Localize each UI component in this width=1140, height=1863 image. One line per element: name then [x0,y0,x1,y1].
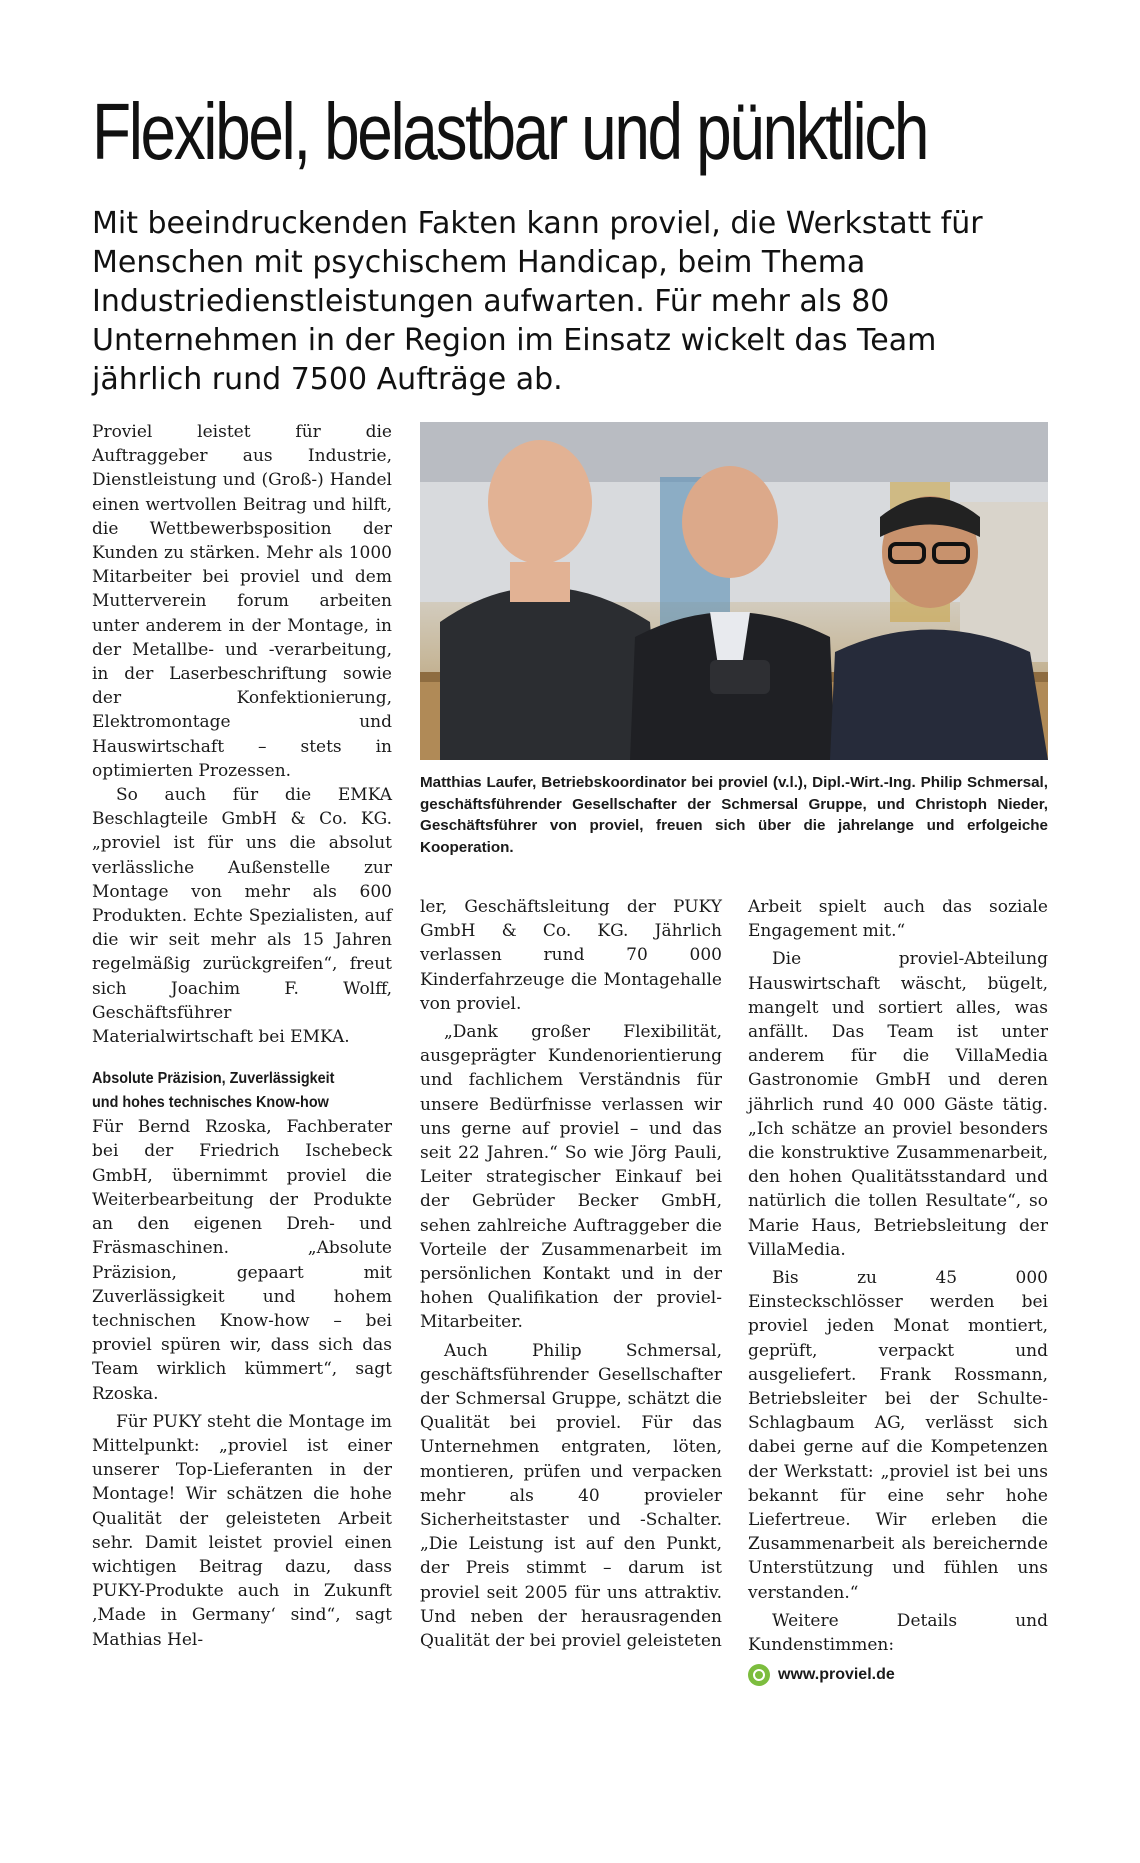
body-paragraph: ler, Geschäftsleitung der PUKY GmbH & Co. KG. Jährlich verlassen rund 70 000 Kinderfahrzeuge die Montagehalle von proviel. [420,897,722,1014]
body-paragraph: Für Bernd Rzoska, Fachberater bei der Friedrich Ischebeck GmbH, übernimmt proviel die Weiterbearbeitung der Produkte an den eigenen Dreh- und Fräsmaschinen. „Absolute Präzision, gepaart mit Zuverlässigkeit und hohem technischen Know-how – bei proviel spüren wir, dass sich das Team wirklich kümmert“, sagt Rzoska. [92,1117,392,1404]
body-paragraph: So auch für die EMKA Beschlagteile GmbH & Co. KG. „proviel ist für uns die absolut verlässliche Außenstelle zur Montage von mehr als 600 Produkten. Echte Spezialisten, auf die wir seit mehr als 15 Jahren regelmäßig zurückgreifen“, freut sich Joachim F. Wolff, Geschäftsführer Materialwirtschaft bei EMKA. [92,785,392,1048]
text-column-3 [748,895,1048,1688]
website-link-row[interactable] [748,1663,1048,1687]
subheading-line: und hohes technisches Know-how [92,1094,329,1112]
body-paragraph: Die proviel-Abteilung Hauswirtschaft wäscht, bügelt, mangelt und sortiert alles, was anfällt. Das Team ist unter anderem für die VillaMedia Gastronomie GmbH und deren jährlich rund 40 000 Gäste tätig. „Ich schätze an proviel besonders die konstruktive Zusammenarbeit, den hohen Qualitätsstandard und natürlich die tollen Resultate“, so Marie Haus, Betriebsleitung der VillaMedia. [748,949,1048,1260]
body-paragraph: Auch Philip Schmersal, geschäftsführender Gesellschafter der Schmersal Gruppe, schätzt die Qualität bei proviel. Für das Unternehmen entgraten, löten, montieren, prüfen und verpacken mehr als 40 provieler Sicherheitstaster und -Schalter. „Die Leistung ist auf den Punkt, der Preis stimmt – darum ist proviel seit 2005 für uns attraktiv. Und neben der herausragenden Qualität der bei proviel geleisteten [420,1340,722,1652]
photo-illustration [420,422,1048,760]
body-paragraph: Proviel leistet für die Auftraggeber aus Industrie, Dienstleistung und (Groß-) Handel einen wertvollen Beitrag und hilft, die Wettbewerbsposition der Kunden zu stärken. Mehr als 1000 Mitarbeiter bei proviel und dem Mutterverein forum arbeiten unter anderem in der Montage, in der Metallbe- und -verarbeitung, in der Laserbeschriftung sowie der Konfektionierung, Elektromontage und Hauswirtschaft – stets in optimierten Prozessen. [92,422,392,781]
headline: Flexibel, belastbar und pünktlich [92,87,928,176]
subheading [92,1067,362,1115]
article-photo [420,422,1048,760]
body-paragraph: Weitere Details und Kundenstimmen: [748,1610,1048,1656]
web-link-icon [748,1664,770,1686]
body-paragraph: Bis zu 45 000 Einsteckschlösser werden bei proviel jeden Monat montiert, geprüft, verpackt und ausgeliefert. Frank Rossmann, Betriebsleiter bei der Schulte-Schlagbaum AG, verlässt sich dabei gerne auf die Kompetenzen der Werkstatt: „proviel ist bei uns bekannt für eine sehr hohe Liefertreue. Wir erleben die Zusammenarbeit als bereichernde Unterstützung und fühlen uns verstanden.“ [748,1268,1048,1603]
text-column-1 [92,420,392,1652]
photo-caption: Matthias Laufer, Betriebskoordinator bei proviel (v.l.), Dipl.-Wirt.-Ing. Philip Schmersal, geschäftsführender Gesellschafter der Schmersal Gruppe, und Christoph Nieder, Geschäftsführer von proviel, freuen sich über die jahrelange und erfolgeiche Kooperation. [420,774,1048,856]
lead-paragraph: Mit beeindruckenden Fakten kann proviel, die Werkstatt für Menschen mit psychischem Handicap, beim Thema Industriedienstleistungen aufwarten. Für mehr als 80 Unternehmen in der Region im Einsatz wickelt das Team jährlich rund 7500 Aufträge ab. [92,206,983,397]
body-paragraph: Für PUKY steht die Montage im Mittelpunkt: „proviel ist einer unserer Top-Lieferanten in der Montage! Wir schätzen die hohe Qualität der geleisteten Arbeit sehr. Damit leistet proviel einen wichtigen Beitrag dazu, dass PUKY-Produkte auch in Zukunft ‚Made in Germany‘ sind“, sagt Mathias Hel- [92,1411,392,1650]
body-paragraph: „Dank großer Flexibilität, ausgeprägter Kundenorientierung und fachlichem Verständnis für unsere Bedürfnisse verlassen wir uns gerne auf proviel – und das seit 22 Jahren.“ So wie Jörg Pauli, Leiter strategischer Einkauf bei der Gebrüder Becker GmbH, sehen zahlreiche Auftraggeber die Vorteile der Zusammenarbeit im persönlichen Kontakt und in der hohen Qualifikation der proviel-Mitarbeiter. [420,1022,722,1333]
website-url[interactable]: www.proviel.de [778,1666,895,1684]
subheading-line: Absolute Präzision, Zuverlässigkeit [92,1070,335,1088]
text-column-2 [420,895,722,1653]
body-paragraph: Arbeit spielt auch das soziale Engagement mit.“ [748,897,1048,942]
